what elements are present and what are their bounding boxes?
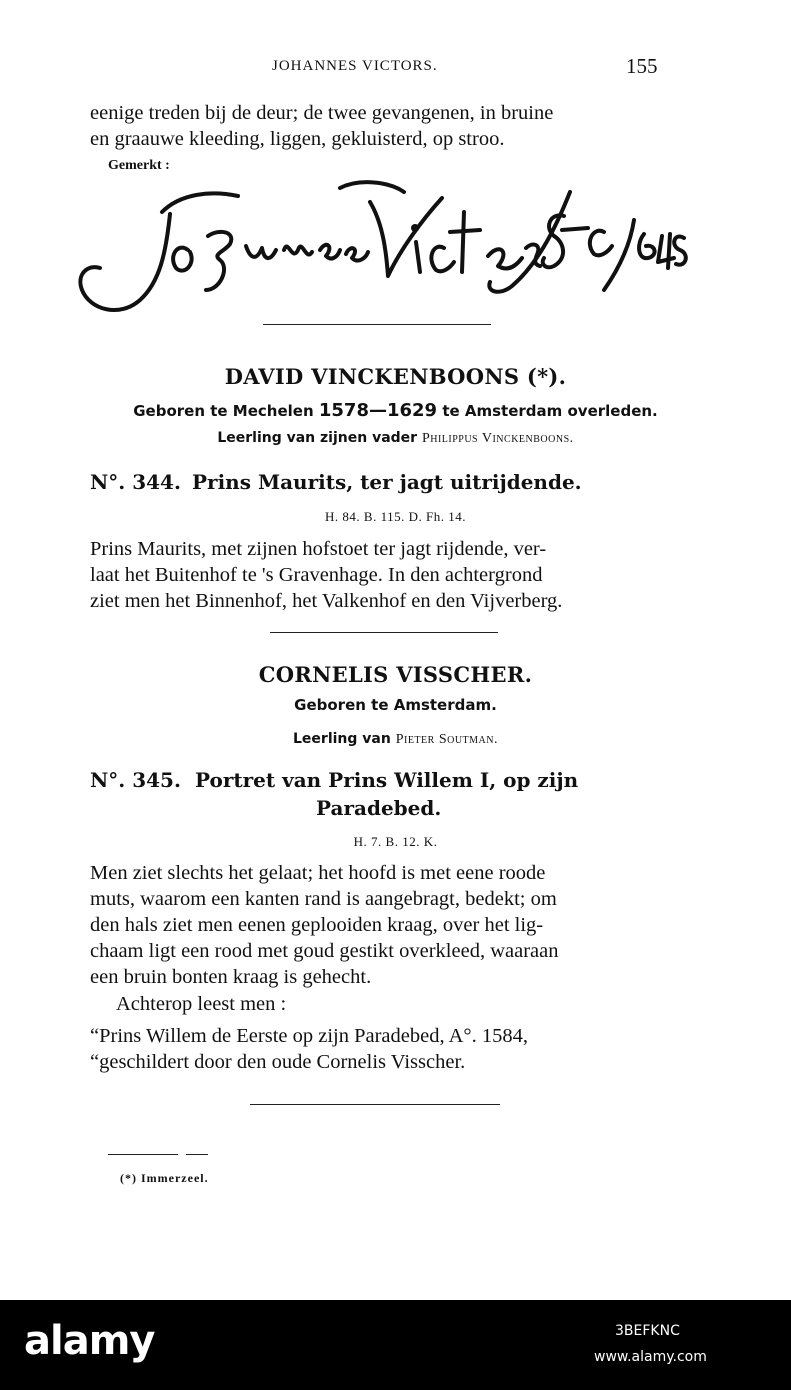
continuation-line: en graauwe kleeding, liggen, gekluisterd, op stroo. [90,128,505,150]
description-line: laat het Buitenhof te 's Gravenhage. In den achtergrond [90,564,543,586]
artist-pupil-line [0,430,791,447]
footnote-rule [108,1154,178,1155]
birth-suffix: te Amsterdam overleden. [442,402,658,420]
verso-inscription [90,1023,662,1075]
page-number: 155 [626,54,658,78]
entry-number: N°. 345. [90,768,181,792]
watermark-image-code: 3BEFKNC [615,1323,680,1339]
signature-text: Johannes Victors fc 1648. [70,318,81,319]
entry-title-line: Paradebed. [316,796,442,820]
pupil-master: Philippus Vinckenboons. [421,431,574,446]
description-line: chaam ligt een rood met goud gestikt overkleed, waaraan [90,940,559,962]
section-divider [250,1104,500,1105]
section-divider [263,324,491,325]
entry-description [90,536,662,614]
description-line: een bruin bonten kraag is gehecht. [90,966,372,988]
entry-measures: H. 7. B. 12. K. [353,834,438,849]
description-line: Prins Maurits, met zijnen hofstoet ter jagt rijdende, ver- [90,538,547,560]
entry-title: Prins Maurits, ter jagt uitrijdende. [192,470,582,494]
entry-measures: H. 84. B. 115. D. Fh. 14. [325,509,466,524]
pupil-master: Pieter Soutman. [395,732,498,747]
artist-heading: DAVID VINCKENBOONS (*). [224,364,567,389]
inscription-line: “geschildert door den oude Cornelis Visscher. [90,1051,466,1073]
section-divider [270,632,498,633]
watermark-logo: alamy [24,1318,155,1364]
description-line: Men ziet slechts het gelaat; het hoofd is met eene roode [90,862,546,884]
birth-prefix: Geboren te Mechelen [133,402,314,420]
marked-label: Gemerkt : [108,158,170,173]
artist-birth-line [0,400,791,421]
artist-birth-line: Geboren te Amsterdam. [294,696,497,714]
birth-years: 1578—1629 [318,400,438,421]
continuation-line: eenige treden bij de deur; de twee gevangenen, in bruine [90,102,554,124]
description-line: den hals ziet men eenen geplooiden kraag, over het lig- [90,914,544,936]
entry-description [90,860,662,990]
artist-heading: CORNELIS VISSCHER. [258,662,533,687]
verso-label: Achterop leest men : [116,993,287,1015]
entry-title-line: Portret van Prins Willem I, op zijn [195,768,579,792]
inscription-line: “Prins Willem de Eerste op zijn Paradebed, A°. 1584, [90,1025,528,1047]
pupil-prefix: Leerling van [293,731,391,747]
signature-image [70,172,690,320]
entry-number: N°. 344. [90,470,181,494]
footnote-rule [186,1154,208,1155]
artist-pupil-line [0,731,791,748]
running-head: JOHANNES VICTORS. [272,58,438,74]
description-line: muts, waarom een kanten rand is aangebragt, bedekt; om [90,888,557,910]
watermark-url: www.alamy.com [594,1349,707,1365]
pupil-prefix: Leerling van zijnen vader [217,430,418,446]
continuation-paragraph [90,100,662,152]
footnote: (*) Immerzeel. [120,1171,209,1185]
description-line: ziet men het Binnenhof, het Valkenhof en den Vijverberg. [90,590,563,612]
